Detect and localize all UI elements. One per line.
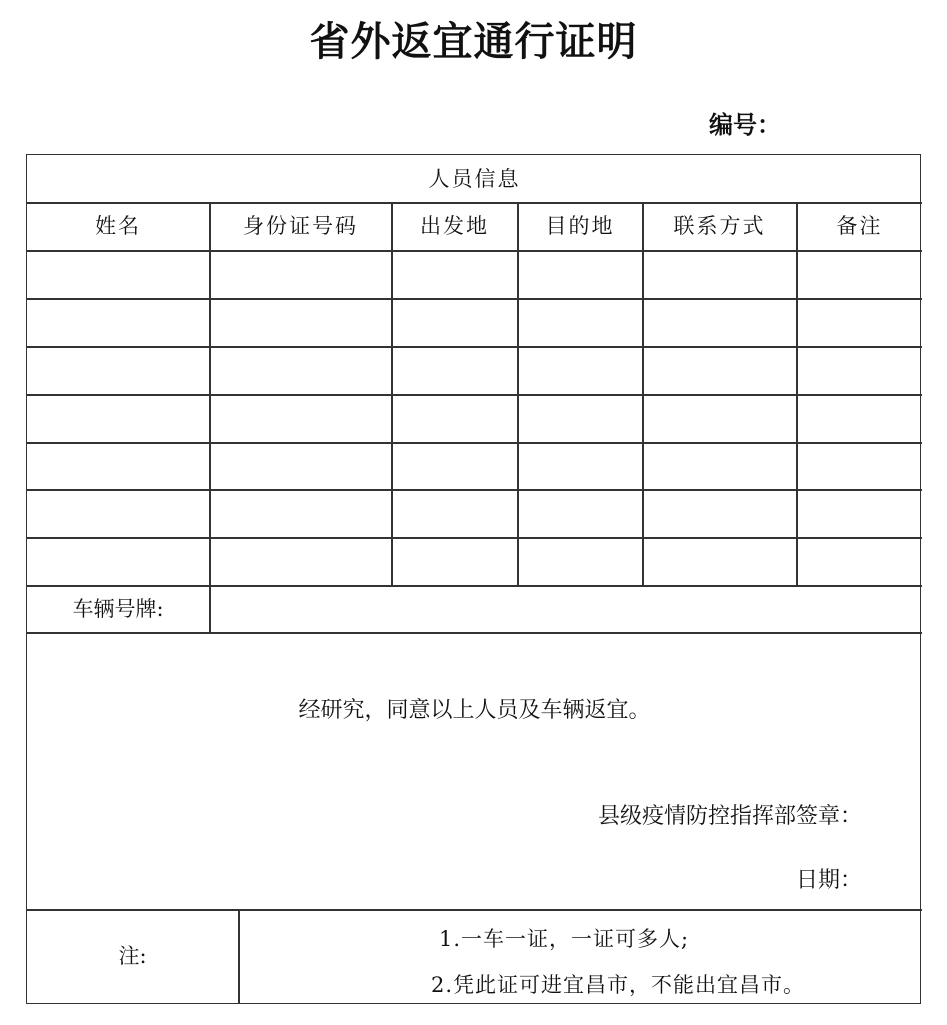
vehicle-plate-value: [210, 586, 922, 633]
grid-line: [27, 537, 922, 539]
notes-label: 注:: [118, 944, 147, 968]
grid-line: [27, 346, 922, 348]
note-item: 2.凭此证可进宜昌市，不能出宜昌市。: [431, 973, 806, 997]
column-header-contact: 联系方式: [673, 214, 766, 238]
column-header-destination: 目的地: [545, 214, 615, 238]
approval-statement: 经研究，同意以上人员及车辆返宜。: [298, 698, 651, 723]
grid-line: [391, 202, 393, 586]
document-title: 省外返宜通行证明: [309, 18, 638, 65]
grid-line: [27, 298, 922, 300]
grid-line: [517, 202, 519, 586]
date-label: 日期：: [795, 868, 862, 893]
note-item: 1.一车一证，一证可多人;: [439, 927, 690, 951]
grid-line: [27, 489, 922, 491]
column-header-name: 姓名: [95, 214, 141, 238]
column-header-origin: 出发地: [420, 214, 489, 238]
pass-form-table: [26, 154, 921, 1004]
grid-line: [27, 250, 922, 252]
grid-line: [796, 202, 798, 586]
column-header-id-number: 身份证号码: [243, 214, 358, 238]
grid-line: [238, 909, 240, 1003]
grid-line: [27, 442, 922, 444]
grid-line: [642, 202, 644, 586]
grid-line: [27, 394, 922, 396]
seal-label: 县级疫情防控指挥部签章：: [597, 804, 862, 829]
grid-line: [209, 202, 211, 633]
vehicle-plate-label: 车辆号牌:: [72, 597, 164, 621]
serial-number-label: 编号：: [709, 110, 781, 139]
section-header: 人员信息: [428, 166, 521, 191]
column-header-remarks: 备注: [836, 214, 883, 238]
